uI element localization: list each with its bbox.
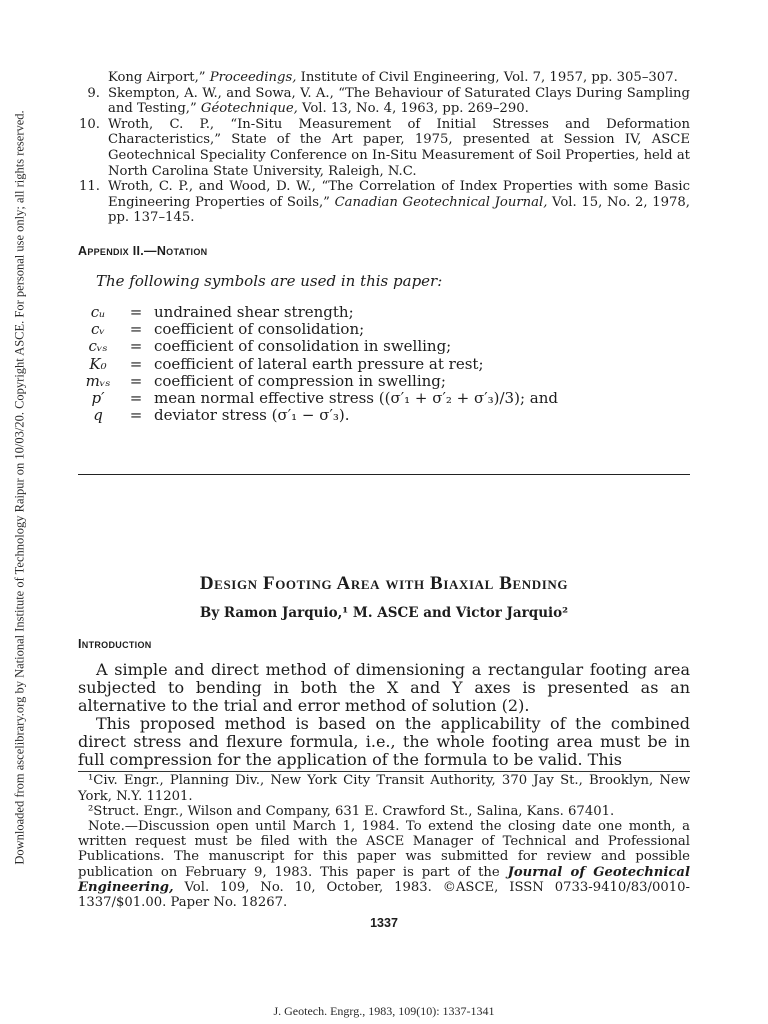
section-divider [78, 474, 690, 475]
notation-row: cᵤ = undrained shear strength; [90, 302, 354, 321]
introduction-heading: Introduction [78, 637, 152, 652]
notation-row: p′ = mean normal effective stress ((σ′₁ + σ′₂ + σ′₃)/3); and [91, 388, 558, 407]
reference-11: 11. Wroth, C. P., and Wood, D. W., “The Correlation of Index Properties with some Basic Engineering Properties of Soils,” Canadian Geotechnical Journal, Vol. 15, No. 2, 1978, pp. 137–145. [79, 179, 690, 226]
side-watermark-note: Downloaded from ascelibrary.org by National Institute of Technology Raipur on 10/03/20. Copyright ASCE. For personal use only; all rights reserved. [12, 110, 27, 865]
footnote-1: ¹Civ. Engr., Planning Div., New York City Transit Authority, 370 Jay St., Brooklyn, New York, N.Y. 11201. [78, 773, 690, 804]
footnote-2: ²Struct. Engr., Wilson and Company, 631 E. Crawford St., Salina, Kans. 67401. [88, 803, 615, 819]
reference-9: 9. Skempton, A. W., and Sowa, V. A., “The Behaviour of Saturated Clays During Sampling and Testing,” Géotechnique, Vol. 13, No. 4, 1963, pp. 269–290. [87, 85, 690, 117]
notation-row: K₀ = coefficient of lateral earth pressure at rest; [89, 354, 484, 373]
notation-row: mᵥₛ = coefficient of compression in swelling; [85, 371, 446, 390]
bottom-citation: J. Geotech. Engrg., 1983, 109(10): 1337-1341 [273, 1004, 495, 1018]
notation-row: cᵥₛ = coefficient of consolidation in swelling; [88, 337, 452, 356]
article-title: Design Footing Area with Biaxial Bending [199, 573, 569, 595]
notation-intro: The following symbols are used in this paper: [96, 271, 443, 290]
footnote-note: Note.—Discussion open until March 1, 1984. To extend the closing date one month, a written request must be filed with the ASCE Manager of Technical and Professional Publications. The manuscript for this paper was submitted for review and possible publication on February 9, 1983. This paper is part of the Journal of Geotechnical Engineering, Vol. 109, No. 10, October, 1983. ©ASCE, ISSN 0733-9410/83/0010-1337/$01.00. Paper No. 18267. [78, 818, 690, 910]
notation-list [78, 304, 690, 424]
article-byline: By Ramon Jarquio,¹ M. ASCE and Victor Jarquio² [199, 605, 569, 622]
notation-row: cᵥ = coefficient of consolidation; [91, 320, 365, 339]
page-content [78, 70, 690, 930]
body-paragraph: A simple and direct method of dimensioning a rectangular footing area subjected to bending in both the X and Y axes is presented as an alternative to the trial and error method of solution (2). [78, 660, 690, 716]
reference-10: 10. Wroth, C. P., “In-Situ Measurement of Initial Stresses and Deformation Characteristics,” State of the Art paper, 1975, presented at Session IV, ASCE Geotechnical Speciality Conference on In-Situ Measurement of Soil Properties, held at North Carolina State University, Raleigh, N.C. [79, 116, 690, 179]
appendix-heading: Appendix II.—Notation [78, 243, 208, 258]
footnotes [78, 771, 690, 910]
reference-8-continuation: Kong Airport,” Proceedings, Institute of Civil Engineering, Vol. 7, 1957, pp. 305–307. [108, 70, 678, 85]
body-paragraph: This proposed method is based on the applicability of the combined direct stress and flexure formula, i.e., the whole footing area must be in full compression for the application of the formula to be valid. This [78, 714, 690, 770]
page-number: 1337 [370, 916, 398, 931]
notation-row: q = deviator stress (σ′₁ − σ′₃). [93, 406, 350, 425]
